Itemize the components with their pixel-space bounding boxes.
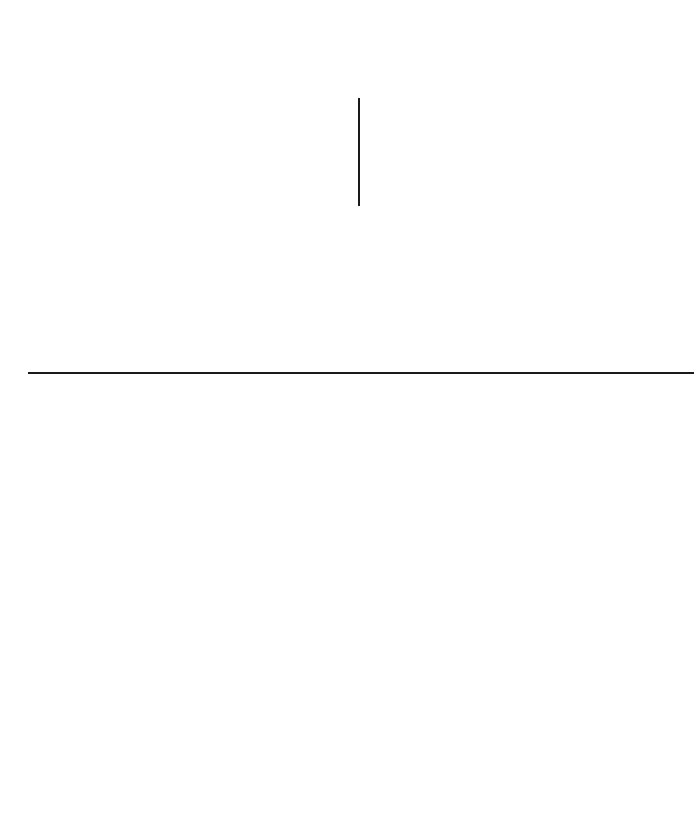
title-rule [358, 98, 360, 206]
contents-list [20, 382, 688, 822]
section-labels [30, 210, 690, 368]
section-divider [28, 372, 694, 374]
